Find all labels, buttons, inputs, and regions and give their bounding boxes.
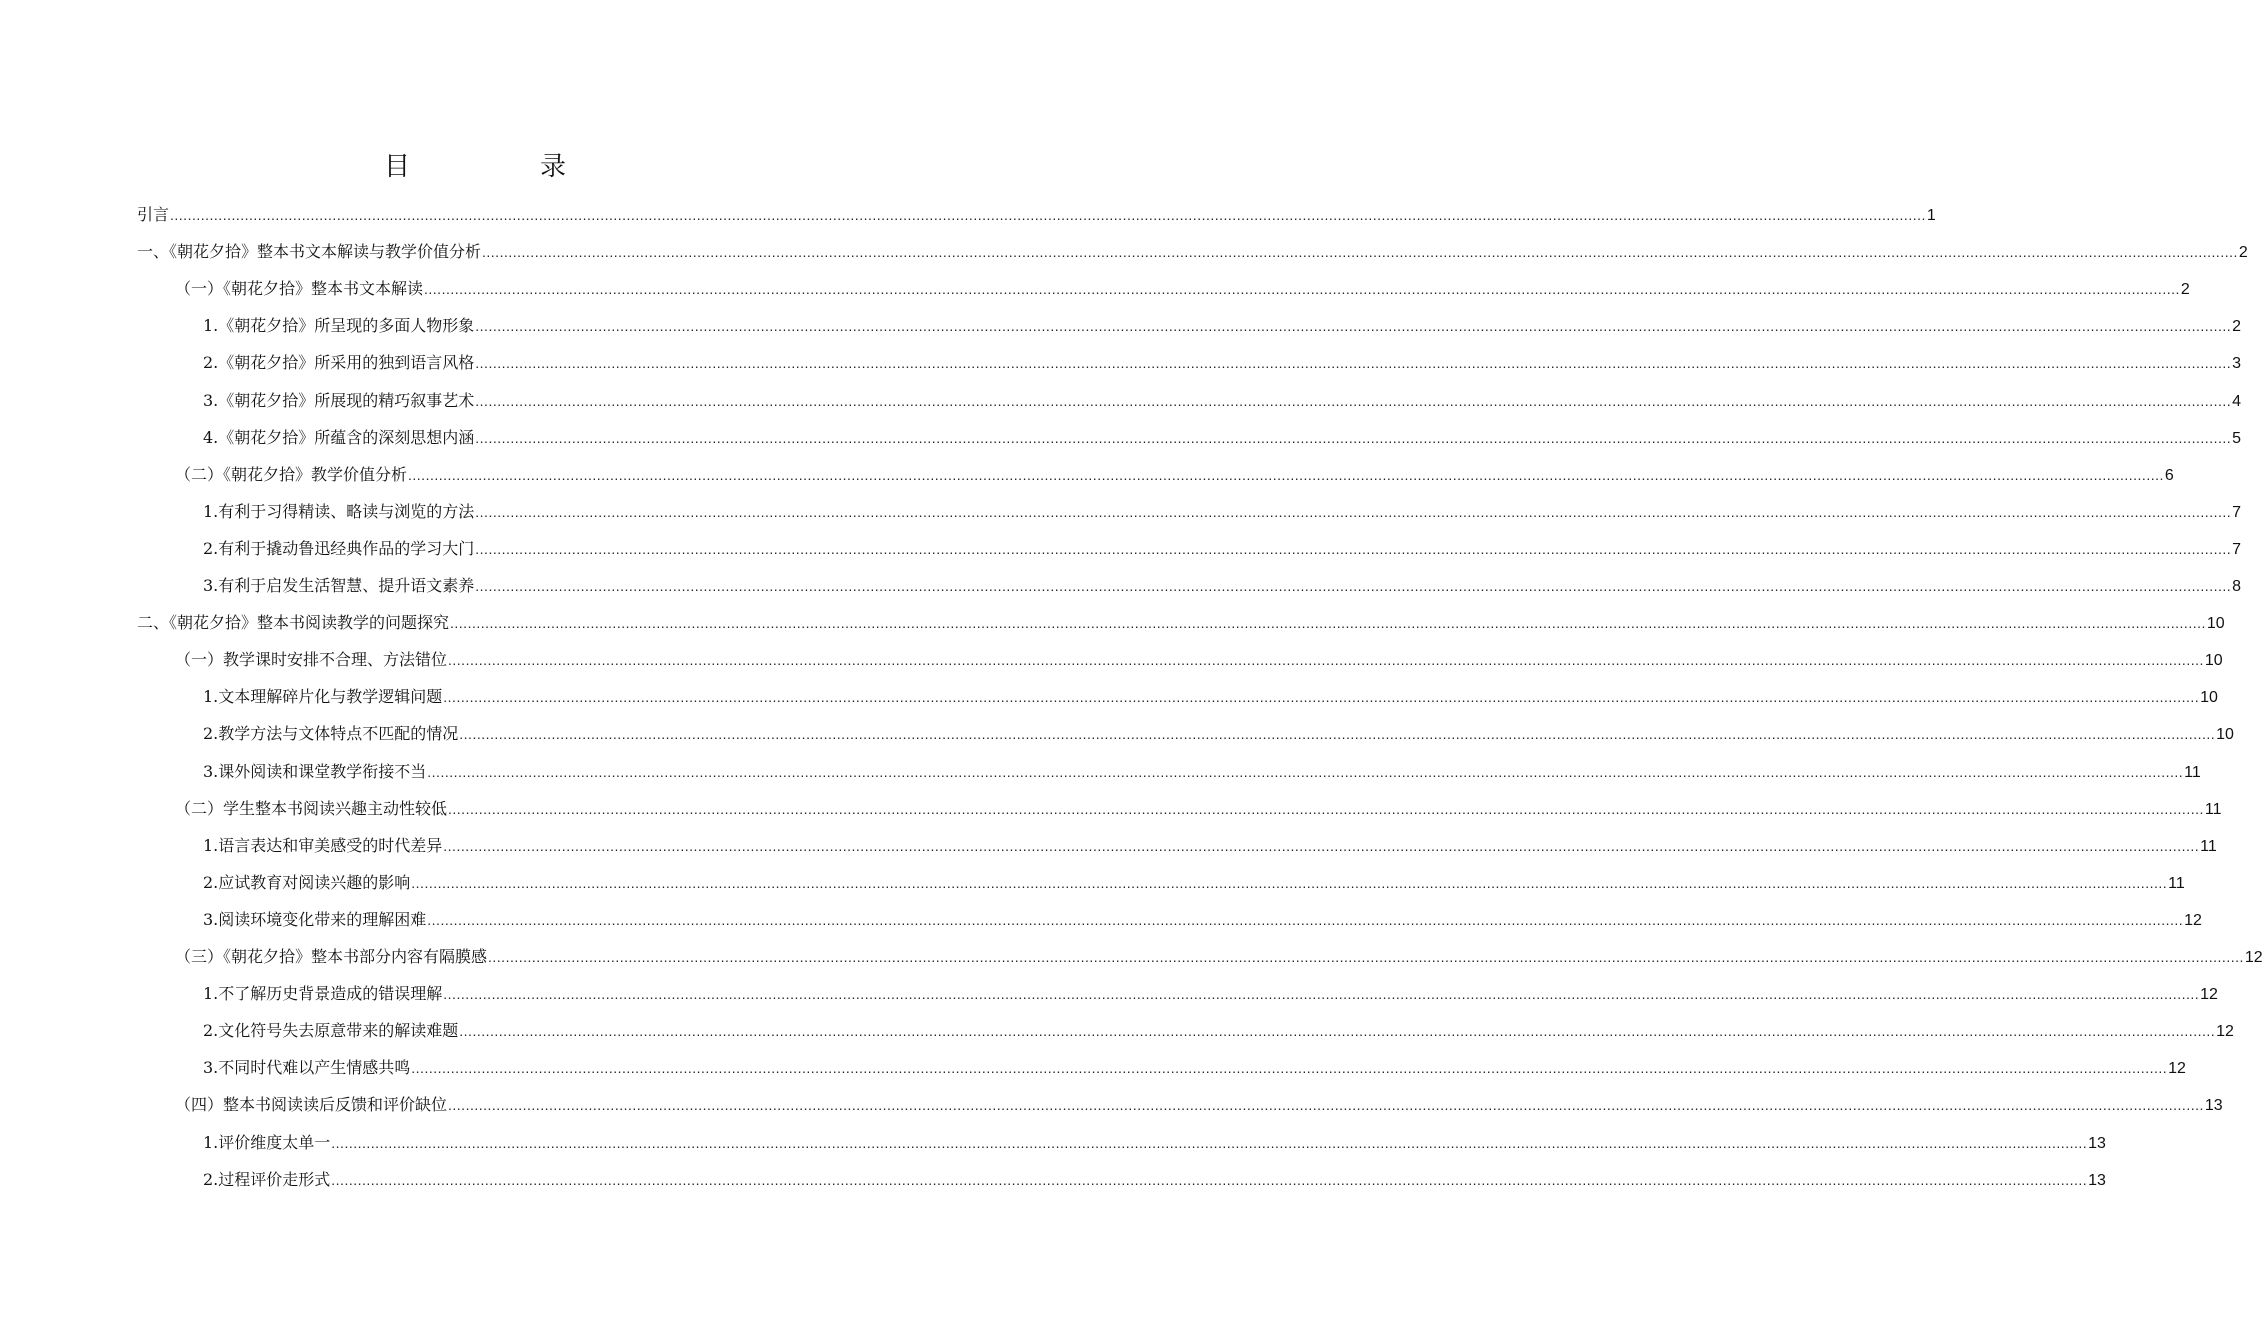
toc-dot-leader: ................................................................................................................................................................................................................................................................................................................................................................................................................ [448,1097,2204,1114]
toc-entry[interactable] [203,831,2217,861]
toc-page-number: 7 [2232,540,2242,558]
toc-entry[interactable] [203,1016,2234,1046]
toc-entry[interactable] [175,794,2222,824]
toc-entry[interactable] [175,645,2223,675]
toc-entry[interactable] [137,200,1936,230]
toc-entry-text: 1.不了解历史背景造成的错误理解 [203,984,443,1004]
toc-entry[interactable] [137,237,2248,267]
toc-page-number: 2 [2180,281,2190,299]
toc-entry-text: 引言 [137,205,170,224]
toc-dot-leader: ................................................................................................................................................................................................................................................................................................................................................................................................................ [331,1171,2088,1188]
toc-entry-text: （二）《朝花夕拾》教学价值分析 [175,464,408,484]
toc-entry-text: （三）《朝花夕拾》整本书部分内容有隔膜感 [175,947,488,966]
toc-dot-leader: ................................................................................................................................................................................................................................................................................................................................................................................................................ [459,1023,2216,1040]
toc-page-number: 1 [1926,207,1936,224]
toc-dot-leader: ................................................................................................................................................................................................................................................................................................................................................................................................................ [475,503,2232,520]
toc-page-number: 13 [2088,1134,2106,1152]
toc-page-number: 12 [2244,949,2263,966]
toc-entry[interactable] [203,386,2242,416]
toc-page-number: 11 [2184,763,2201,781]
toc-entry-text: （二）学生整本书阅读兴趣主动性较低 [175,798,448,818]
toc-entry-text: 3.阅读环境变化带来的理解困难 [203,909,427,929]
toc-entry-text: 3.不同时代难以产生情感共鸣 [203,1058,411,1078]
toc-dot-leader: ................................................................................................................................................................................................................................................................................................................................................................................................................ [475,318,2232,335]
toc-entry-text: 2.应试教育对阅读兴趣的影响 [203,872,411,892]
toc-entry[interactable] [175,942,2263,972]
toc-page-number: 12 [2168,1060,2186,1078]
toc-entry-text: 2.过程评价走形式 [203,1169,331,1189]
toc-dot-leader: ................................................................................................................................................................................................................................................................................................................................................................................................................ [475,540,2232,557]
toc-entry[interactable] [203,719,2234,749]
toc-entry-text: 2.教学方法与文体特点不匹配的情况 [203,724,459,744]
toc-dot-leader: ................................................................................................................................................................................................................................................................................................................................................................................................................ [427,763,2184,780]
toc-dot-leader: ................................................................................................................................................................................................................................................................................................................................................................................................................ [424,281,2180,298]
toc-dot-leader: ................................................................................................................................................................................................................................................................................................................................................................................................................ [408,466,2164,483]
toc-entry-text: 1.有利于习得精读、略读与浏览的方法 [203,501,475,521]
toc-dot-leader: ................................................................................................................................................................................................................................................................................................................................................................................................................ [331,1134,2088,1151]
toc-entry-text: （四）整本书阅读读后反馈和评价缺位 [175,1095,448,1115]
toc-entry[interactable] [203,534,2242,564]
toc-page-number: 13 [2088,1171,2106,1189]
toc-entry-text: 1.《朝花夕拾》所呈现的多面人物形象 [203,316,475,336]
toc-page-number: 10 [2200,689,2218,707]
toc-dot-leader: ................................................................................................................................................................................................................................................................................................................................................................................................................ [482,244,2238,261]
toc-dot-leader: ................................................................................................................................................................................................................................................................................................................................................................................................................ [427,911,2184,928]
toc-page-number: 6 [2164,466,2174,484]
toc-entry-text: 4.《朝花夕拾》所蕴含的深刻思想内涵 [203,427,475,447]
toc-page-number: 12 [2200,986,2218,1004]
toc-dot-leader: ................................................................................................................................................................................................................................................................................................................................................................................................................ [475,392,2232,409]
toc-entry[interactable] [203,682,2218,712]
toc-entry[interactable] [203,757,2201,787]
toc-entry[interactable] [175,274,2190,304]
toc-dot-leader: ................................................................................................................................................................................................................................................................................................................................................................................................................ [448,652,2204,669]
toc-dot-leader: ................................................................................................................................................................................................................................................................................................................................................................................................................ [443,689,2200,706]
toc-entry[interactable] [203,311,2242,341]
toc-page-number: 2 [2232,318,2242,336]
toc-entry[interactable] [203,423,2242,453]
toc-page-number: 10 [2206,615,2225,633]
toc-entry-text: 3.课外阅读和课堂教学衔接不当 [203,761,427,781]
toc-entry[interactable] [203,1165,2106,1195]
toc-dot-leader: ................................................................................................................................................................................................................................................................................................................................................................................................................ [475,355,2232,372]
toc-dot-leader: ................................................................................................................................................................................................................................................................................................................................................................................................................ [448,800,2204,817]
toc-title: 目 录 [383,152,618,182]
toc-entry[interactable] [203,497,2242,527]
toc-page-number: 8 [2232,578,2242,595]
toc-entry[interactable] [175,1090,2223,1120]
toc-entry-text: 3.有利于启发生活智慧、提升语文素养 [203,576,475,595]
toc-entry-text: 2.《朝花夕拾》所采用的独到语言风格 [203,353,475,373]
toc-entry[interactable] [203,868,2185,898]
toc-entry-text: 1.语言表达和审美感受的时代差异 [203,835,443,855]
toc-dot-leader: ................................................................................................................................................................................................................................................................................................................................................................................................................ [411,874,2168,891]
toc-entry[interactable] [203,571,2242,601]
toc-page-number: 11 [2200,837,2217,855]
toc-entry[interactable] [137,608,2225,638]
toc-entry-text: 1.评价维度太单一 [203,1132,331,1152]
toc-entry-text: 一、《朝花夕拾》整本书文本解读与教学价值分析 [137,242,482,262]
toc-entry-text: （一）教学课时安排不合理、方法错位 [175,650,448,670]
toc-page-number: 5 [2232,429,2242,447]
toc-dot-leader: ................................................................................................................................................................................................................................................................................................................................................................................................................ [411,1060,2168,1077]
toc-page-number: 2 [2238,244,2248,262]
toc-entry[interactable] [203,1128,2106,1158]
toc-entry[interactable] [203,979,2218,1009]
toc-dot-leader: ................................................................................................................................................................................................................................................................................................................................................................................................................ [475,578,2232,594]
toc-entry-text: 2.文化符号失去原意带来的解读难题 [203,1021,459,1041]
toc-dot-leader: ................................................................................................................................................................................................................................................................................................................................................................................................................ [450,615,2206,632]
toc-page-number: 13 [2204,1097,2223,1115]
toc-dot-leader: ................................................................................................................................................................................................................................................................................................................................................................................................................ [488,949,2244,965]
toc-entry-text: 3.《朝花夕拾》所展现的精巧叙事艺术 [203,390,475,410]
toc-entry[interactable] [203,905,2202,935]
toc-dot-leader: ................................................................................................................................................................................................................................................................................................................................................................................................................ [170,207,1926,223]
toc-entry-text: 1.文本理解碎片化与教学逻辑问题 [203,687,443,707]
toc-entry-text: 2.有利于撬动鲁迅经典作品的学习大门 [203,538,475,558]
toc-page-number: 11 [2204,800,2222,818]
toc-entry[interactable] [203,1053,2186,1083]
toc-dot-leader: ................................................................................................................................................................................................................................................................................................................................................................................................................ [475,429,2232,446]
toc-page-number: 7 [2232,503,2242,521]
toc-page-number: 4 [2232,392,2242,410]
toc-page-number: 11 [2168,874,2185,892]
toc-entry-text: 二、《朝花夕拾》整本书阅读教学的问题探究 [137,613,450,633]
toc-entry[interactable] [175,460,2174,490]
toc-page-number: 10 [2204,652,2223,670]
toc-page-number: 10 [2216,726,2234,744]
toc-dot-leader: ................................................................................................................................................................................................................................................................................................................................................................................................................ [443,837,2200,854]
toc-page-number: 3 [2232,355,2242,373]
toc-page-number: 12 [2184,911,2202,929]
toc-page-number: 12 [2216,1023,2234,1041]
toc-dot-leader: ................................................................................................................................................................................................................................................................................................................................................................................................................ [443,986,2200,1003]
toc-entry-text: （一）《朝花夕拾》整本书文本解读 [175,279,424,299]
toc-entry[interactable] [203,348,2242,378]
toc-dot-leader: ................................................................................................................................................................................................................................................................................................................................................................................................................ [459,726,2216,743]
